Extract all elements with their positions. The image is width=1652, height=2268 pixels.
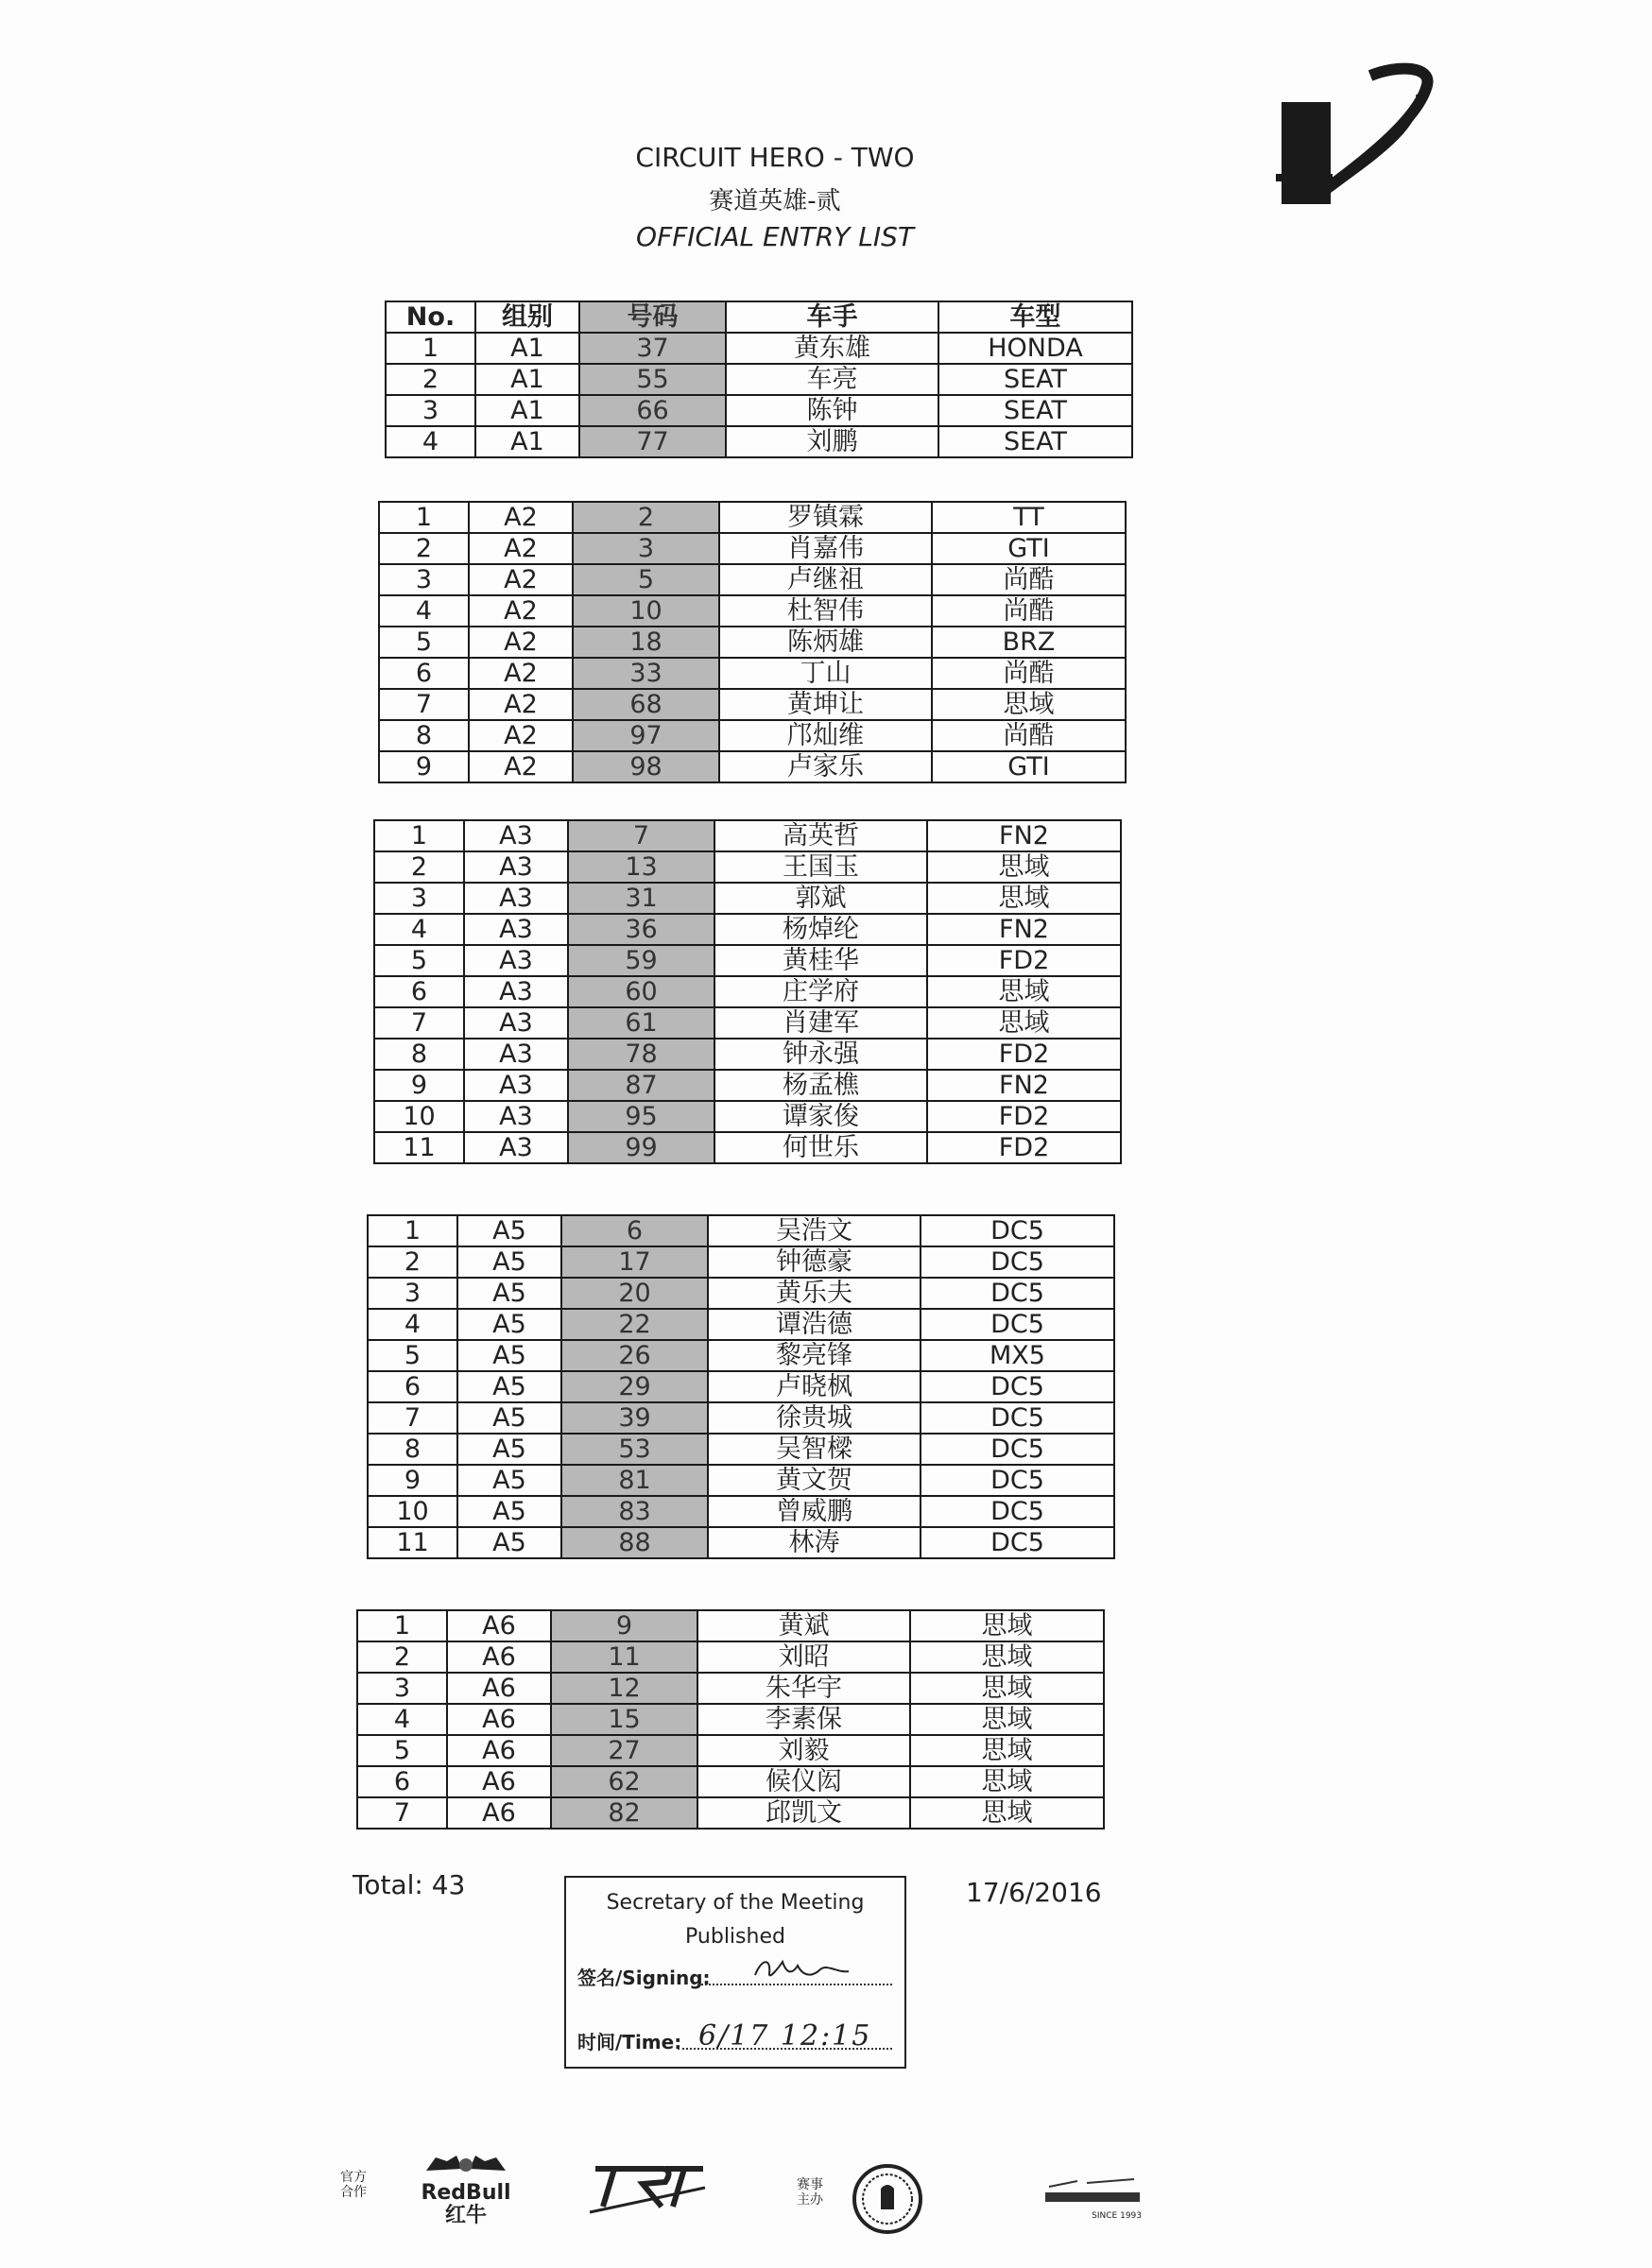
entry-car: FD2 [927,1132,1121,1163]
entry-number: 22 [561,1309,708,1340]
entry-number: 61 [568,1007,714,1039]
entry-group: A5 [457,1371,561,1402]
column-header-group: 组别 [475,301,579,333]
entry-number: 99 [568,1132,714,1163]
entry-no: 1 [386,333,475,364]
entry-driver: 高英哲 [714,820,927,851]
entry-number: 60 [568,976,714,1007]
entry-group: A5 [457,1340,561,1371]
entry-total: Total: 43 [353,1869,466,1900]
entry-driver: 黄乐夫 [708,1278,921,1309]
entry-driver: 陈炳雄 [719,627,932,658]
entry-no: 5 [374,945,464,976]
entry-driver: 车亮 [726,364,938,395]
entry-driver: 罗镇霖 [719,502,932,533]
entry-driver: 杜智伟 [719,595,932,627]
organizer-label: 赛事主办 [797,2177,823,2208]
table-row [368,1527,1114,1558]
entry-number: 53 [561,1434,708,1465]
entry-driver: 谭浩德 [708,1309,921,1340]
entry-car: GTI [932,751,1126,782]
handwritten-time: 6/17 12:15 [698,2019,872,2053]
entry-number: 26 [561,1340,708,1371]
entry-driver: 卢继祖 [719,564,932,595]
entry-no: 2 [374,851,464,883]
entry-group: A3 [464,1070,568,1101]
entry-driver: 钟永强 [714,1039,927,1070]
entry-driver: 卢晓枫 [708,1371,921,1402]
entry-car: 思域 [910,1797,1104,1829]
entry-number: 12 [551,1673,697,1704]
entry-group: A5 [457,1465,561,1496]
entry-number: 3 [573,533,719,564]
secretary-stamp [564,1876,906,2069]
entry-car: MX5 [921,1340,1114,1371]
entry-no: 1 [374,820,464,851]
handwritten-signature-icon [750,1949,854,1986]
entry-car: TT [932,502,1126,533]
entry-car: 思域 [927,1007,1121,1039]
entry-group: A5 [457,1309,561,1340]
entry-number: 29 [561,1371,708,1402]
entry-no: 7 [368,1402,457,1434]
entry-group: A3 [464,914,568,945]
table-row [386,426,1132,457]
entry-no: 5 [368,1340,457,1371]
entry-group: A3 [464,851,568,883]
table-row [374,1039,1121,1070]
since-text: SINCE 1993 [1092,2211,1142,2221]
entry-car: 思域 [910,1641,1104,1673]
entry-car: SEAT [938,364,1132,395]
entry-driver: 吴浩文 [708,1215,921,1246]
entry-car: 思域 [927,851,1121,883]
entry-no: 2 [386,364,475,395]
entry-group: A6 [447,1673,551,1704]
entry-number: 81 [561,1465,708,1496]
entry-no: 7 [357,1797,447,1829]
official-partner-label: 官方合作 [340,2170,367,2200]
entry-no: 9 [374,1070,464,1101]
table-row [374,851,1121,883]
column-header-driver: 车手 [726,301,938,333]
entry-group: A2 [469,595,573,627]
entry-car: 尚酷 [932,595,1126,627]
entry-driver: 陈钟 [726,395,938,426]
entry-number: 36 [568,914,714,945]
document-subtitle: OFFICIAL ENTRY LIST [636,221,914,252]
entry-car: FN2 [927,1070,1121,1101]
table-header-row [386,301,1132,333]
entry-number: 5 [573,564,719,595]
entry-no: 3 [368,1278,457,1309]
entry-no: 1 [379,502,469,533]
entry-driver: 王国玉 [714,851,927,883]
entry-number: 17 [561,1246,708,1278]
entry-driver: 谭家俊 [714,1101,927,1132]
table-row [379,564,1126,595]
entry-car: FN2 [927,914,1121,945]
event-title-en: CIRCUIT HERO - TWO [635,142,915,173]
table-row [357,1797,1104,1829]
table-row [379,658,1126,689]
table-row [368,1434,1114,1465]
entry-group: A6 [447,1735,551,1766]
entry-number: 88 [561,1527,708,1558]
entry-number: 33 [573,658,719,689]
entry-no: 4 [379,595,469,627]
redbull-bulls-icon [419,2150,513,2178]
entry-car: DC5 [921,1496,1114,1527]
entry-car: 思域 [910,1735,1104,1766]
entry-no: 1 [368,1215,457,1246]
table-row [357,1641,1104,1673]
entry-group: A6 [447,1797,551,1829]
table-row [374,1101,1121,1132]
entry-group: A5 [457,1246,561,1278]
entry-group: A6 [447,1766,551,1797]
entry-number: 2 [573,502,719,533]
table-row [374,1007,1121,1039]
entry-no: 4 [374,914,464,945]
entry-no: 3 [374,883,464,914]
entry-number: 15 [551,1704,697,1735]
entry-group: A1 [475,395,579,426]
entry-group: A5 [457,1215,561,1246]
entry-car: 思域 [932,689,1126,720]
entry-driver: 黄坤让 [719,689,932,720]
entry-group: A5 [457,1527,561,1558]
entry-car: 尚酷 [932,720,1126,751]
irt-logo-icon [586,2159,709,2216]
entry-no: 8 [368,1434,457,1465]
entry-driver: 曾威鹏 [708,1496,921,1527]
entry-number: 10 [573,595,719,627]
entry-no: 8 [379,720,469,751]
table-row [379,720,1126,751]
entry-number: 83 [561,1496,708,1527]
entry-driver: 肖嘉伟 [719,533,932,564]
entry-driver: 杨孟樵 [714,1070,927,1101]
entry-group: A2 [469,689,573,720]
entry-car: SEAT [938,426,1132,457]
entry-driver: 邱凯文 [697,1797,910,1829]
entry-driver: 肖建军 [714,1007,927,1039]
entry-no: 6 [368,1371,457,1402]
table-row [368,1309,1114,1340]
table-row [386,364,1132,395]
redbull-name-cn: 红牛 [444,2204,487,2227]
entry-driver: 何世乐 [714,1132,927,1163]
entry-no: 5 [357,1735,447,1766]
table-row [368,1278,1114,1309]
entry-group: A5 [457,1434,561,1465]
entry-car: 思域 [910,1610,1104,1641]
table-row [357,1704,1104,1735]
entry-car: DC5 [921,1465,1114,1496]
table-row [386,333,1132,364]
entry-car: DC5 [921,1278,1114,1309]
entry-number: 39 [561,1402,708,1434]
entry-no: 2 [357,1641,447,1673]
table-row [368,1340,1114,1371]
entry-number: 59 [568,945,714,976]
entry-group: A3 [464,1132,568,1163]
entry-table-a5 [367,1214,1115,1559]
entry-driver: 林涛 [708,1527,921,1558]
column-header-car: 车型 [938,301,1132,333]
entry-group: A2 [469,502,573,533]
entry-table-a1 [385,301,1133,458]
table-row [379,751,1126,782]
entry-driver: 候仪闳 [697,1766,910,1797]
entry-number: 78 [568,1039,714,1070]
entry-number: 68 [573,689,719,720]
table-row [386,395,1132,426]
column-header-number: 号码 [579,301,726,333]
table-row [374,1132,1121,1163]
entry-car: DC5 [921,1246,1114,1278]
entry-car: 思域 [927,976,1121,1007]
entry-number: 55 [579,364,726,395]
entry-car: BRZ [932,627,1126,658]
entry-number: 11 [551,1641,697,1673]
entry-number: 77 [579,426,726,457]
entry-group: A5 [457,1278,561,1309]
table-row [357,1610,1104,1641]
redbull-logo [414,2150,518,2235]
entry-group: A1 [475,333,579,364]
entry-number: 7 [568,820,714,851]
entry-number: 6 [561,1215,708,1246]
entry-driver: 庄学府 [714,976,927,1007]
entry-number: 82 [551,1797,697,1829]
entry-number: 97 [573,720,719,751]
entry-no: 3 [386,395,475,426]
table-row [368,1371,1114,1402]
entry-number: 66 [579,395,726,426]
entry-group: A6 [447,1610,551,1641]
entry-group: A2 [469,627,573,658]
entry-number: 27 [551,1735,697,1766]
entry-group: A2 [469,533,573,564]
entry-no: 11 [368,1527,457,1558]
entry-number: 87 [568,1070,714,1101]
entry-group: A1 [475,426,579,457]
table-row [374,883,1121,914]
entry-no: 7 [379,689,469,720]
entry-no: 8 [374,1039,464,1070]
table-row [379,533,1126,564]
entry-no: 4 [368,1309,457,1340]
entry-driver: 黄斌 [697,1610,910,1641]
entry-car: DC5 [921,1402,1114,1434]
table-row [379,689,1126,720]
entry-no: 2 [379,533,469,564]
table-row [368,1246,1114,1278]
stamp-title: Secretary of the Meeting [606,1891,865,1915]
redbull-name-en: RedBull [421,2181,511,2205]
entry-no: 4 [357,1704,447,1735]
entry-group: A2 [469,751,573,782]
entry-car: 尚酷 [932,564,1126,595]
entry-car: HONDA [938,333,1132,364]
entry-car: DC5 [921,1434,1114,1465]
entry-group: A3 [464,883,568,914]
entry-driver: 刘昭 [697,1641,910,1673]
entry-group: A3 [464,976,568,1007]
table-row [357,1673,1104,1704]
table-row [368,1215,1114,1246]
entry-no: 9 [379,751,469,782]
entry-table-a6 [356,1609,1105,1830]
entry-number: 37 [579,333,726,364]
signing-label: 签名/Signing: [577,1967,711,1989]
entry-number: 13 [568,851,714,883]
table-row [368,1465,1114,1496]
entry-driver: 黄桂华 [714,945,927,976]
entry-group: A1 [475,364,579,395]
entry-driver: 徐贵城 [708,1402,921,1434]
entry-car: FD2 [927,945,1121,976]
entry-number: 20 [561,1278,708,1309]
entry-driver: 黎亮锋 [708,1340,921,1371]
table-row [357,1766,1104,1797]
entry-number: 62 [551,1766,697,1797]
entry-group: A3 [464,1101,568,1132]
entry-number: 31 [568,883,714,914]
event-title-cn: 赛道英雄-贰 [709,187,841,215]
entry-no: 3 [357,1673,447,1704]
entry-car: FD2 [927,1101,1121,1132]
entry-driver: 郭斌 [714,883,927,914]
entry-table-a2 [378,501,1127,783]
entry-no: 6 [374,976,464,1007]
entry-car: 思域 [910,1704,1104,1735]
entry-car: DC5 [921,1371,1114,1402]
entry-car: 尚酷 [932,658,1126,689]
entry-group: A6 [447,1641,551,1673]
entry-number: 95 [568,1101,714,1132]
column-header-no: No. [386,301,475,333]
entry-driver: 刘毅 [697,1735,910,1766]
entry-car: DC5 [921,1215,1114,1246]
entry-group: A3 [464,820,568,851]
intl-circuit-logo [1040,2174,1144,2221]
entry-group: A2 [469,564,573,595]
table-row [379,502,1126,533]
table-row [374,945,1121,976]
entry-number: 18 [573,627,719,658]
entry-no: 11 [374,1132,464,1163]
table-row [374,1070,1121,1101]
entry-group: A2 [469,658,573,689]
entry-driver: 吴智樑 [708,1434,921,1465]
entry-no: 6 [357,1766,447,1797]
entry-no: 10 [368,1496,457,1527]
entry-car: SEAT [938,395,1132,426]
entry-driver: 刘鹏 [726,426,938,457]
entry-no: 10 [374,1101,464,1132]
entry-group: A2 [469,720,573,751]
entry-no: 9 [368,1465,457,1496]
entry-group: A3 [464,1007,568,1039]
entry-driver: 朱华宇 [697,1673,910,1704]
entry-car: DC5 [921,1309,1114,1340]
entry-group: A6 [447,1704,551,1735]
stamp-status: Published [685,1925,785,1949]
entry-no: 2 [368,1246,457,1278]
entry-number: 98 [573,751,719,782]
table-row [368,1496,1114,1527]
entry-group: A5 [457,1496,561,1527]
entry-car: 思域 [927,883,1121,914]
entry-no: 7 [374,1007,464,1039]
document-date: 17/6/2016 [966,1877,1102,1908]
entry-driver: 黄文贺 [708,1465,921,1496]
entry-driver: 钟德豪 [708,1246,921,1278]
entry-no: 4 [386,426,475,457]
entry-driver: 黄东雄 [726,333,938,364]
entry-driver: 李素保 [697,1704,910,1735]
table-row [379,595,1126,627]
entry-driver: 杨焯纶 [714,914,927,945]
entry-no: 1 [357,1610,447,1641]
table-row [374,914,1121,945]
entry-no: 6 [379,658,469,689]
entry-group: A3 [464,945,568,976]
entry-driver: 丁山 [719,658,932,689]
table-row [368,1402,1114,1434]
entry-car: DC5 [921,1527,1114,1558]
time-label: 时间/Time: [577,2031,682,2053]
entry-no: 3 [379,564,469,595]
organizer-seal-icon [851,2162,924,2236]
entry-car: GTI [932,533,1126,564]
entry-car: FD2 [927,1039,1121,1070]
entry-table-a3 [373,819,1122,1164]
table-row [374,820,1121,851]
table-row [357,1735,1104,1766]
entry-group: A5 [457,1402,561,1434]
table-row [379,627,1126,658]
entry-car: FN2 [927,820,1121,851]
entry-driver: 邝灿维 [719,720,932,751]
entry-driver: 卢家乐 [719,751,932,782]
entry-number: 9 [551,1610,697,1641]
intl-circuit-icon [1040,2174,1144,2211]
entry-car: 思域 [910,1766,1104,1797]
entry-group: A3 [464,1039,568,1070]
entry-no: 5 [379,627,469,658]
entry-car: 思域 [910,1673,1104,1704]
table-row [374,976,1121,1007]
